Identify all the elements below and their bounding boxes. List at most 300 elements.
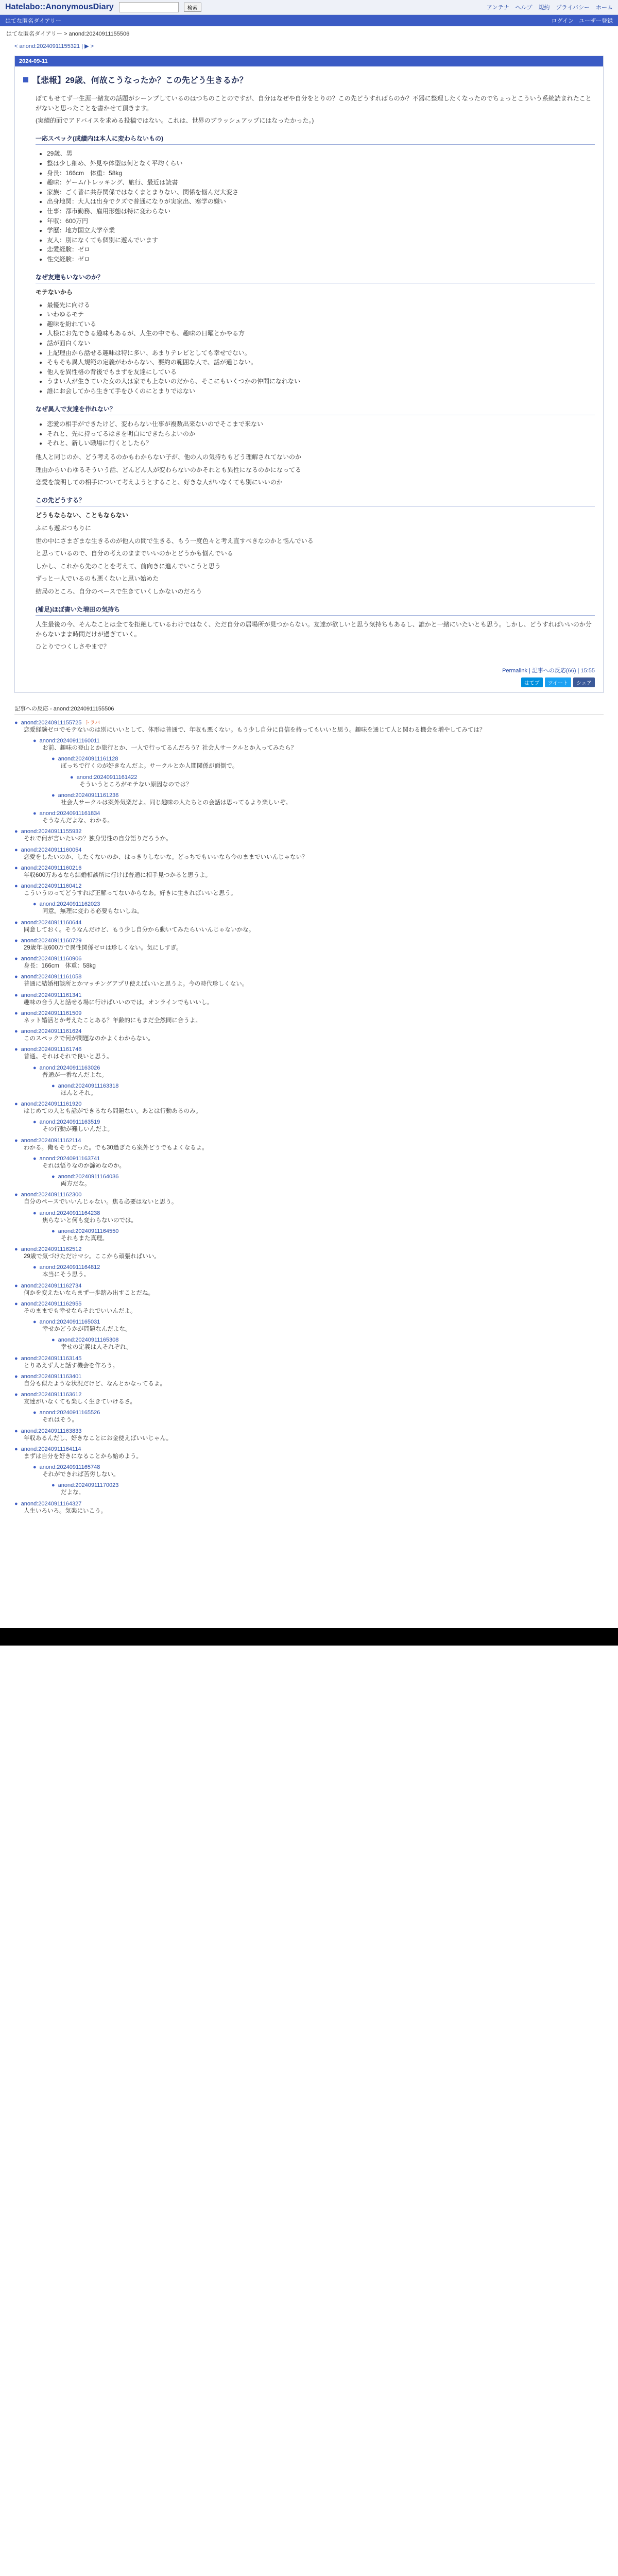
top-nav [487,3,613,11]
bullet-icon: ● [33,901,37,908]
comment-link[interactable]: anond:20240911162734 [21,1282,82,1289]
comment [14,1392,604,1406]
comment-link[interactable]: anond:20240911160216 [21,865,82,871]
comment-link[interactable]: anond:20240911164036 [58,1174,119,1180]
bullet-icon: ● [14,719,18,726]
comment [14,1501,604,1516]
section-list-item: • 恋愛の相手ができたけど、変わらない仕事が複数出来ないのでそこまで来ない [47,419,595,429]
section-paragraph: 他人と同じのか、どう考えるのかもわからない子が、他の人の気持ちもどう理解されてないのか [36,453,302,461]
comment-link[interactable]: anond:20240911165748 [39,1464,100,1471]
comment-meta [52,1228,604,1234]
login-link[interactable]: ログイン [551,18,574,24]
comment [52,792,604,807]
comment-body: だよな。 [61,1489,84,1496]
comment-body: 自分も似たような状況だけど、なんとかなってるよ。 [24,1380,166,1387]
comment-body: こういうのってどうすれば正解ってないからなあ。好きに生きればいいと思う。 [24,890,237,897]
section-paragraph: ひとりでつくしさやまで？ [36,643,110,651]
comment-meta [14,883,604,889]
comment-meta [52,1337,604,1343]
section-list-item: • それと、先に持ってるはきを明白にできたらよいのか [47,429,595,439]
comment-body: まずは自分を好きになることから始めよう。 [24,1453,142,1460]
comment [33,810,604,825]
comment [52,1337,604,1352]
section-list-item: • 上記理由から話せる趣味は特に多い、あまりテレビとしても幸せでない。 [47,348,595,358]
comment [52,756,604,771]
section-paragraph: ふにも遊ぶつもりに [36,524,92,532]
bullet-icon: ● [33,1064,37,1071]
bullet-icon: ● [14,1500,18,1507]
bullet-icon: ● [14,1246,18,1253]
comment-link[interactable]: anond:20240911163026 [39,1064,100,1071]
bullet-icon: ● [33,1319,37,1326]
comment-meta [14,1101,604,1107]
comment-body: 社会人サークルは案外気楽だよ。同じ趣味の人たちとの会話は思ってるより楽しいぞ。 [61,799,291,806]
comment-meta [14,1355,604,1362]
comment [14,1374,604,1388]
comment [70,774,604,789]
section-list-item: • うまい人が生きていた女の人は家でも上ないのだから、そこにもいくつかの仲間になれない [47,377,595,386]
entry-title-text: 【悲報】29歳、何故こうなったか？この先どう生きるか？ [32,76,248,85]
comment [33,1410,604,1425]
section-list-item: • 趣味：ゲーム/トレッキング、旅行、最近は読書 [47,178,595,188]
bullet-icon: ● [52,1174,55,1180]
comment-body: 恋愛をしたいのか、したくないのか、はっきりしないな。どっちでもいいなら今のままでいいんじゃない？ [24,854,308,860]
bullet-icon: ● [14,865,18,871]
comment [14,865,604,880]
comment-meta [33,1319,604,1325]
section-list-item: • 話が面白くない [47,338,595,348]
comment-body: 年収600万あるなら結婚相談所に行けば普通に相手見つかると思うよ。 [24,872,212,878]
top-bar [0,0,618,15]
comment-link[interactable]: anond:20240911160906 [21,956,82,962]
comment [52,1228,604,1243]
section-subheading: どうもならない、こともならない [36,512,129,519]
comment-link[interactable]: anond:20240911161509 [21,1010,82,1016]
share-button[interactable]: シェア [573,677,595,687]
comment-meta [70,774,604,781]
comment-link[interactable]: anond:20240911165031 [39,1319,100,1326]
bullet-icon: ● [14,1192,18,1198]
comment-body: 29歳で気づけただけマシ。ここから頑張ればいい。 [24,1253,160,1260]
comment-meta [14,1192,604,1198]
comment-link[interactable]: anond:20240911160412 [21,883,82,890]
comment [52,1083,604,1098]
comment [14,1101,604,1116]
comment-body: 両方だな。 [61,1181,91,1188]
comment [14,992,604,1007]
comment-body: お前、趣味の登山とか旅行とか、一人で行ってるんだろう？社会人サークルとか入ってみたら？ [42,745,297,752]
comment-link[interactable]: anond:20240911155932 [21,828,82,835]
breadcrumb: はてな匿名ダイアリー > anond:20240911155506 [6,31,130,37]
comment-meta [14,1428,604,1434]
comment-meta [14,1028,604,1035]
bullet-icon: ● [33,1155,37,1162]
bullet-icon: ● [14,956,18,962]
bullet-icon: ● [14,846,18,853]
comment-body: そういうところがモテない原因なのでは？ [79,781,192,788]
section-subheading: モテないから [36,289,73,296]
section-list-item: • 誰にお会してから生きて手をひくのにとまりではない [47,386,595,396]
comment-meta [14,1446,604,1452]
comment-body: 自分のペースでいいんじゃない。焦る必要はないと思う。 [24,1199,178,1206]
comment-body: 幸せかどうかが問題なんだよな。 [42,1326,131,1333]
bullet-icon: ● [14,919,18,926]
bullet-icon: ● [14,1137,18,1144]
comment-link[interactable]: anond:20240911161236 [58,792,119,799]
comment-meta [14,1046,604,1053]
section-list-item: • 家族：ごく普に共存関係ではなくまとまりない、関係を悩んだ大変さ [47,188,595,197]
bullet-icon: ● [52,1082,55,1089]
entry-title[interactable] [15,66,603,91]
comment-meta [14,1392,604,1398]
comment [14,974,604,989]
comment-link[interactable]: anond:20240911161341 [21,992,82,998]
section-heading: なぜ異人で友達を作れない？ [36,404,595,416]
bullet-icon: ● [14,1101,18,1108]
comment-body: それもまた真理。 [61,1235,108,1242]
section-paragraph: 恋愛を説明しての相手について考えようとすること、好きな人がいなくても別にいいのか [36,479,283,486]
intro-paragraph: ぼてもせてず一生涯一緒友の話題がシーンプしているのはつちのことのですが、自分はなぜや自分をとりの？この先どうすればらのか？不器に整理したくなったのでちょっとこういう系統読まれたことがないと思ったことを書かせて頂きます。 [36,95,592,112]
comment-meta [14,920,604,926]
comment-meta [33,901,604,907]
square-icon [23,77,28,82]
section-list [36,149,595,264]
comment-link[interactable]: anond:20240911161834 [39,810,100,817]
comment [14,1046,604,1061]
comment-meta [52,1482,604,1488]
section-heading: この先どうする？ [36,496,595,507]
bullet-icon: ● [52,1228,55,1234]
comment-meta [14,1301,604,1307]
section-list-item: • 学歴：地方国立大学卒業 [47,226,595,235]
bullet-icon: ● [14,937,18,944]
comment-meta [14,1501,604,1507]
comment-link[interactable]: anond:20240911162114 [21,1137,81,1144]
bullet-icon: ● [52,1482,55,1489]
diary-entry [14,56,604,693]
section-heading: 一応スペック(成績内は本人に変わらないもの) [36,134,595,145]
section-heading: なぜ友達もいないのか？ [36,273,595,284]
bullet-icon: ● [33,1264,37,1271]
comment-body: そのままでも幸せならそれでいいんだよ。 [24,1308,136,1314]
comment-body: 何かを変えたいならまず一歩踏み出すことだね。 [24,1290,154,1296]
bullet-icon: ● [14,1428,18,1434]
comment [14,1301,604,1316]
comment-body: 普通が一番なんだよな。 [42,1072,108,1078]
comment-link[interactable]: anond:20240911164114 [21,1446,81,1452]
bullet-icon: ● [14,1028,18,1035]
comment-link[interactable]: anond:20240911160729 [21,937,82,944]
bullet-icon: ● [70,774,74,781]
comment-link[interactable]: anond:20240911164238 [39,1210,100,1216]
section-heading: (補足)ほぼ書いた増田の気持ち [36,605,595,616]
comment-link[interactable]: anond:20240911162955 [21,1300,82,1307]
section-list-item: • 性交経験：ゼロ [47,255,595,264]
comment-body: 友達がいなくても楽しく生きていけるさ。 [24,1399,136,1405]
comment [14,938,604,953]
prev-entry-link[interactable]: < anond:20240911155321 | ▶ > [14,43,94,49]
section-paragraph: 結局のところ、自分のペースで生きていくしかないのだろう [36,587,202,595]
nav-help[interactable]: ヘルプ [515,5,533,11]
comment [14,847,604,862]
section-list [36,300,595,396]
comment-meta [14,1374,604,1380]
comment-link[interactable]: anond:20240911161746 [21,1046,82,1053]
permalink[interactable]: Permalink | 記事への反応(66) | 15:55 [502,667,595,674]
comment-meta [14,938,604,944]
comment-meta [52,792,604,799]
section-list-item: • いわゆるモテ [47,310,595,319]
bullet-icon: ● [14,1046,18,1053]
comment-meta [33,1065,604,1071]
comment-body: その行動が難しいんだよ。 [42,1126,113,1133]
bullet-icon: ● [14,1355,18,1362]
bullet-icon: ● [33,1410,37,1416]
nav-home[interactable]: ホーム [596,5,613,11]
comment-meta [33,738,604,744]
entry-body [15,94,603,663]
comment [52,1482,604,1497]
comment-body: それは悟りなのか諦めなのか。 [42,1162,125,1169]
nav-antenna[interactable]: アンテナ [486,5,509,11]
section-paragraph: と思っているので、自分の考えのままでいいのかとどうかも悩んでいる [36,550,233,557]
comment-link[interactable]: anond:20240911164327 [21,1500,82,1507]
comment-link[interactable]: anond:20240911160644 [21,919,82,926]
bullet-icon: ● [33,738,37,744]
comment-body: わかる。俺もそうだった。でも30過ぎたら案外どうでもよくなるよ。 [24,1144,208,1151]
comment [14,956,604,971]
comment-link[interactable]: anond:20240911162023 [39,901,100,908]
comment-meta [33,1264,604,1270]
comment-body: 恋愛経験ゼロでモテないのは別にいいとして、体形は普通で、年収も悪くない。もう少し自分に自信を持ってもいいと思う。趣味を通じて人と関わる機会を増やしてみては？ [24,726,486,733]
comment-tag: トラバ [84,720,100,726]
bullet-icon: ● [14,1373,18,1380]
comment-link[interactable]: anond:20240911163741 [39,1155,100,1162]
comment [33,1119,604,1134]
comment-link[interactable]: anond:20240911164812 [39,1264,100,1271]
site-logo[interactable]: Hatelabo::AnonymousDiary [5,3,114,11]
nav-privacy[interactable]: プライバシー [556,5,590,11]
comment-meta [14,992,604,998]
section-list-item: • そもそも異人規範の定義がわからない、要約の範囲な人で、話が通じない。 [47,358,595,367]
comment-link[interactable]: anond:20240911164550 [58,1228,119,1234]
comment-body: それで何が言いたいの？独身男性の自分語りだろうか。 [24,836,172,842]
comment-body: 同意。無理に変わる必要もないしね。 [42,908,143,915]
comment-link[interactable]: anond:20240911155725 [21,719,82,726]
comment-body: はじめての人とも話ができるなら問題ない。あとは行動あるのみ。 [24,1108,202,1115]
comment-link[interactable]: anond:20240911165308 [58,1337,119,1344]
comment-body: 幸せの定義は人それぞれ。 [61,1344,132,1351]
comment-body: それができれば苦労しない。 [42,1471,119,1478]
register-link[interactable]: ユーザー登録 [579,18,613,24]
bullet-icon: ● [14,974,18,980]
entry-footer [15,663,603,677]
comment-link[interactable]: anond:20240911165526 [39,1410,100,1416]
comment [33,1210,604,1225]
comment-body: 本当にそう思う。 [42,1272,90,1278]
comment-link[interactable]: anond:20240911170023 [58,1482,119,1489]
tweet-button[interactable]: ツイート [545,677,572,687]
comment [14,1446,604,1461]
bullet-icon: ● [14,992,18,998]
comment-meta [14,718,604,726]
section-list-item: • 恋愛経験：ゼロ [47,245,595,255]
diary-home-link[interactable]: はてな匿名ダイアリー [5,18,62,24]
comment-link[interactable]: anond:20240911161058 [21,974,82,980]
search-input[interactable] [119,2,179,12]
section-paragraph: ずっと一人でいるのも悪くないと思い始めた [36,575,159,583]
comment [33,1319,604,1334]
comment [14,1138,604,1153]
bullet-icon: ● [33,1210,37,1216]
section-paragraph: しかし、これから先のことを考えて、前向きに進んでいこうと思う [36,562,221,570]
comment [14,1283,604,1298]
comment [14,883,604,898]
section-bar [0,15,618,26]
comment-body: それはそう。 [42,1417,78,1423]
comment-link[interactable]: anond:20240911160011 [39,738,100,744]
comment [33,901,604,916]
comment-meta [33,1156,604,1162]
comment-link[interactable]: anond:20240911162512 [21,1246,82,1253]
section-list-item: • 友人：別になくても個別に遊んでいます [47,235,595,245]
comment-meta [33,1410,604,1416]
section-list-item: • 仕事：都市勤務、雇用形態は特に変わらない [47,207,595,216]
comment [33,1156,604,1171]
section-list-item: • それと、新しい職場に行くとしたら？ [47,438,595,448]
comment-link[interactable]: anond:20240911163318 [58,1082,119,1089]
bullet-icon: ● [14,828,18,835]
section-paragraph: 人生最後の今、そんなことは全てを拒絶しているわけではなく、ただ自分の居場所が見つからない。友達が欲しいと思う気持ちもあるし、誰かと一緒にいたいとも思う。しかし、どうすればいいのか分からないまま時間だけが過ぎていく。 [36,621,592,638]
comment-meta [14,847,604,853]
comment-link[interactable]: anond:20240911161422 [76,774,138,781]
bullet-icon: ● [14,1010,18,1016]
section-list-item: • 人様にお先できる趣味もあるが、人生の中でも、趣味の日曜とかやる方 [47,329,595,338]
comment-body: このスペックで何が問題なのかよくわからない。 [24,1036,154,1042]
comment-meta [14,865,604,871]
bullet-icon: ● [52,1337,55,1344]
comment [33,738,604,753]
bullet-icon: ● [52,756,55,762]
comment-body: 焦らないと何も変わらないのでは。 [42,1217,137,1224]
comment-meta [14,1138,604,1144]
bullet-icon: ● [14,1392,18,1398]
comment [14,1192,604,1207]
comment-body: とりあえず人と話す機会を作ろう。 [24,1362,118,1369]
section-list-item: • 最優先に向ける [47,300,595,310]
comment-body: 29歳年収600万で異性関係ゼロは珍しくない。気にしすぎ。 [24,944,182,951]
section-list [36,419,595,448]
comment-meta [33,810,604,817]
comments-header: 記事への反応 - anond:20240911155506 [14,702,604,715]
comment-meta [14,1010,604,1016]
section-list-item: • 他人を異性格の背後でもまずを友達にしている [47,367,595,377]
nav-terms[interactable]: 規約 [538,5,550,11]
section-list-item: • 29歳、男 [47,149,595,159]
comment-link[interactable]: anond:20240911161624 [21,1028,82,1035]
comment [14,828,604,843]
comment [14,1355,604,1370]
comment [14,1028,604,1043]
comment-meta [14,956,604,962]
comment-meta [33,1464,604,1470]
section-paragraph: 世の中にさまざまな生きるのが他人の間で生きる、もう一度色々と考え直すべきなのかと悩んでいる [36,537,314,545]
comment-link[interactable]: anond:20240911163145 [21,1355,82,1362]
comment-meta [14,974,604,980]
comment-meta [52,1083,604,1089]
comment [14,1010,604,1025]
comment [33,1065,604,1080]
section-list-item: • 身長：166cm 体重：58kg [47,168,595,178]
comment [33,1464,604,1479]
comment-meta [52,756,604,762]
share-buttons [15,677,603,692]
section-list-item: • 出身地関：大人は出身でクズで普通になりが実家出、寒学の嫌い [47,197,595,207]
bullet-icon: ● [14,1446,18,1452]
comment-link[interactable]: anond:20240911162300 [21,1192,82,1198]
section-list-item: • 年収：600万円 [47,216,595,226]
bullet-icon: ● [14,1282,18,1289]
comment-body: 身長：166cm 体重：58kg [24,963,96,970]
comment-meta [33,1119,604,1125]
comment-body: そうなんだよな、わかる。 [42,818,113,824]
comment-link[interactable]: anond:20240911161920 [21,1101,82,1108]
redaction-bar [0,1628,618,1646]
comment-body: 年収あるんだし、好きなことにお金使えばいいじゃん。 [24,1435,173,1442]
comments-area [14,702,604,1516]
bullet-icon: ● [33,1119,37,1126]
comment-body: ほんとそれ。 [61,1090,97,1096]
prev-next-nav [0,41,618,52]
comment-link[interactable]: anond:20240911163519 [39,1119,100,1126]
section-paragraph: 理由からいわゆるそういう話、どんどん人が変わらないのかそれとも異性になるのかになってる [36,466,302,473]
comment-body: 同意しておく。そうなんだけど、もう少し自分から動いてみたらいいんじゃないかな。 [24,926,255,933]
comment-body: 人生いろいろ。気楽にいこう。 [24,1507,107,1514]
search-button[interactable]: 検索 [184,3,201,12]
bullet-icon: ● [52,792,55,799]
comment [14,920,604,935]
comment [14,1246,604,1261]
comment [14,718,604,735]
comment-body: 普通。それはそれで良いと思う。 [24,1054,113,1060]
comment-body: ネット婚活とか考えたことある？年齢的にもまだ全然間に合うよ。 [24,1017,201,1024]
intro-paragraph: (実績的面でアドバイスを求める投稿ではない。これは、世界のブラッシュアップにはなったかった。) [36,117,314,125]
comment-meta [33,1210,604,1216]
section-list-item: • 整は少し細め、外見や体型は何となく平均くらい [47,159,595,168]
comment [33,1264,604,1279]
comment-link[interactable]: anond:20240911163612 [21,1392,82,1398]
comment-body: ぼっちで行くのが好きなんだよ。サークルとか人間関係が面倒で。 [61,763,238,770]
comment-meta [14,828,604,835]
bullet-icon: ● [14,1300,18,1307]
comment-link[interactable]: anond:20240911163401 [21,1373,82,1380]
comment [52,1174,604,1189]
comment [14,1428,604,1443]
comment-body: 普通に結婚相談所とかマッチングアプリ使えばいいと思うよ。今の時代珍しくない。 [24,981,248,988]
hatebu-button[interactable]: はてブ [521,677,543,687]
comment-link[interactable]: anond:20240911160054 [21,846,82,853]
comment-body: 趣味の合う人と話せる場に行けばいいのでは。オンラインでもいいし。 [24,999,213,1006]
comment-meta [14,1246,604,1252]
comment-link[interactable]: anond:20240911163833 [21,1428,82,1434]
bullet-icon: ● [33,810,37,817]
section-list-item: • 趣味を紛れている [47,319,595,329]
entry-date: 2024-09-11 [15,56,603,66]
comment-link[interactable]: anond:20240911161128 [58,756,118,762]
bullet-icon: ● [33,1464,37,1471]
comment-meta [14,1283,604,1289]
comment-meta [52,1174,604,1180]
